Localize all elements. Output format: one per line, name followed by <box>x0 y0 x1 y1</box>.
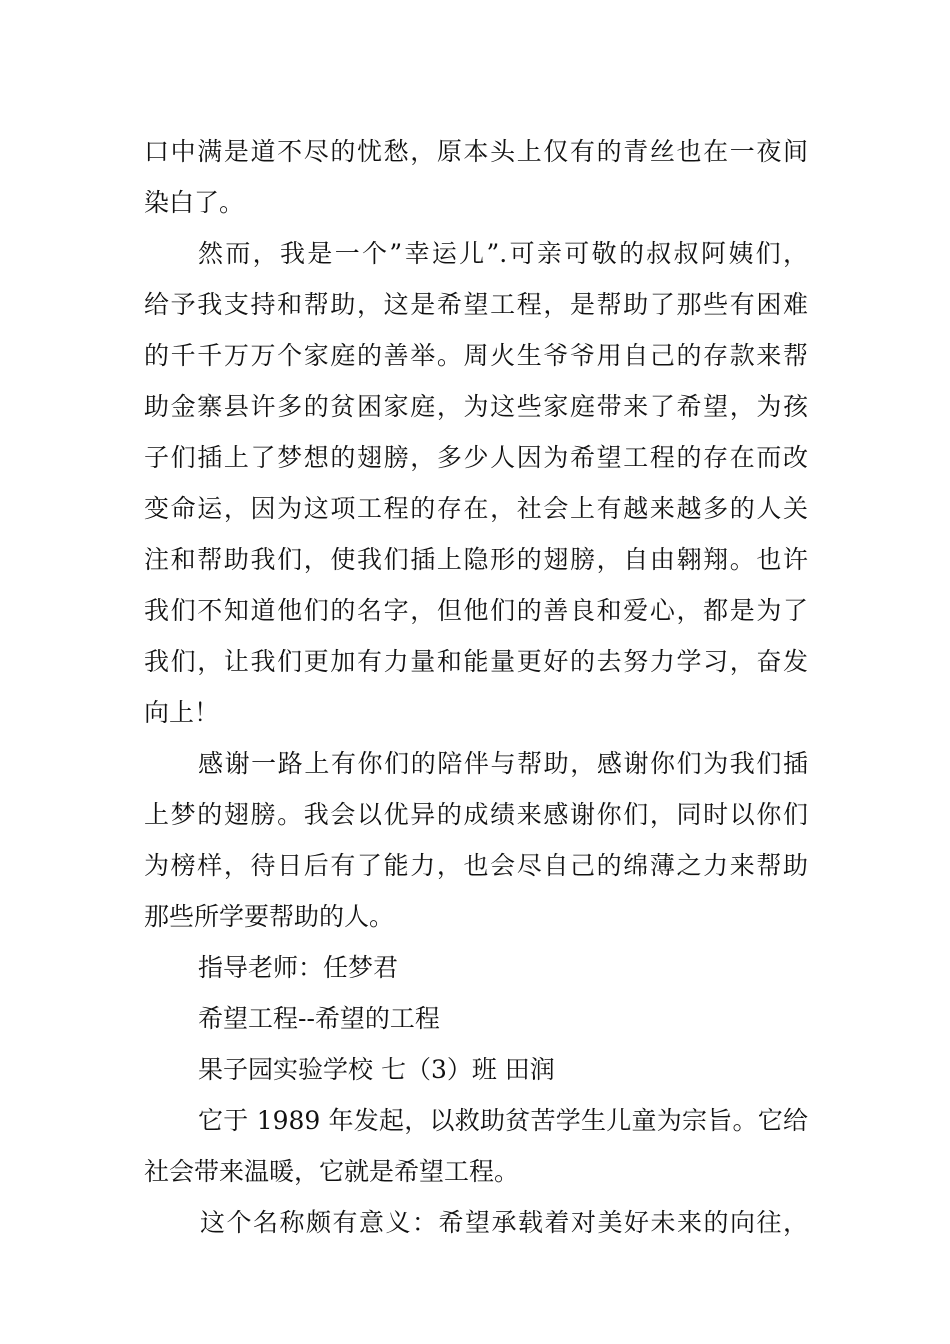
author-line: 果子园实验学校 七（3）班 田润 <box>198 1055 555 1084</box>
text-line: 子们插上了梦想的翅膀，多少人因为希望工程的存在而改 <box>144 443 808 472</box>
text-line: 那些所学要帮助的人。 <box>144 902 395 931</box>
text-line: 给予我支持和帮助，这是希望工程，是帮助了那些有困难 <box>144 290 808 319</box>
text-line: 我们不知道他们的名字，但他们的善良和爱心，都是为了 <box>144 596 808 625</box>
text-line: 它于 1989 年发起，以救助贫苦学生儿童为宗旨。它给 <box>198 1106 808 1135</box>
text-line: 为榜样，待日后有了能力，也会尽自己的绵薄之力来帮助 <box>144 851 808 880</box>
text-line: 的千千万万个家庭的善举。周火生爷爷用自己的存款来帮 <box>144 341 808 370</box>
text-line: 向上！ <box>144 698 220 727</box>
advisor-line: 指导老师：任梦君 <box>198 953 399 982</box>
document-body <box>144 126 808 1248</box>
text-line: 然而，我是一个”幸运儿”.可亲可敬的叔叔阿姨们， <box>198 239 808 268</box>
text-line: 染白了。 <box>144 188 245 217</box>
text-line: 口中满是道不尽的忧愁，原本头上仅有的青丝也在一夜间 <box>144 137 808 166</box>
text-line: 这个名称颇有意义：希望承载着对美好未来的向往， <box>200 1208 808 1237</box>
text-line: 我们，让我们更加有力量和能量更好的去努力学习，奋发 <box>144 647 808 676</box>
article-title: 希望工程--希望的工程 <box>198 1004 440 1033</box>
text-line: 助金寨县许多的贫困家庭，为这些家庭带来了希望，为孩 <box>144 392 808 421</box>
text-line: 注和帮助我们，使我们插上隐形的翅膀，自由翱翔。也许 <box>144 545 808 574</box>
text-line: 社会带来温暖，它就是希望工程。 <box>144 1157 520 1186</box>
text-line: 上梦的翅膀。我会以优异的成绩来感谢你们，同时以你们 <box>144 800 808 829</box>
text-line: 变命运，因为这项工程的存在，社会上有越来越多的人关 <box>144 494 808 523</box>
text-line: 感谢一路上有你们的陪伴与帮助，感谢你们为我们插 <box>198 749 808 778</box>
